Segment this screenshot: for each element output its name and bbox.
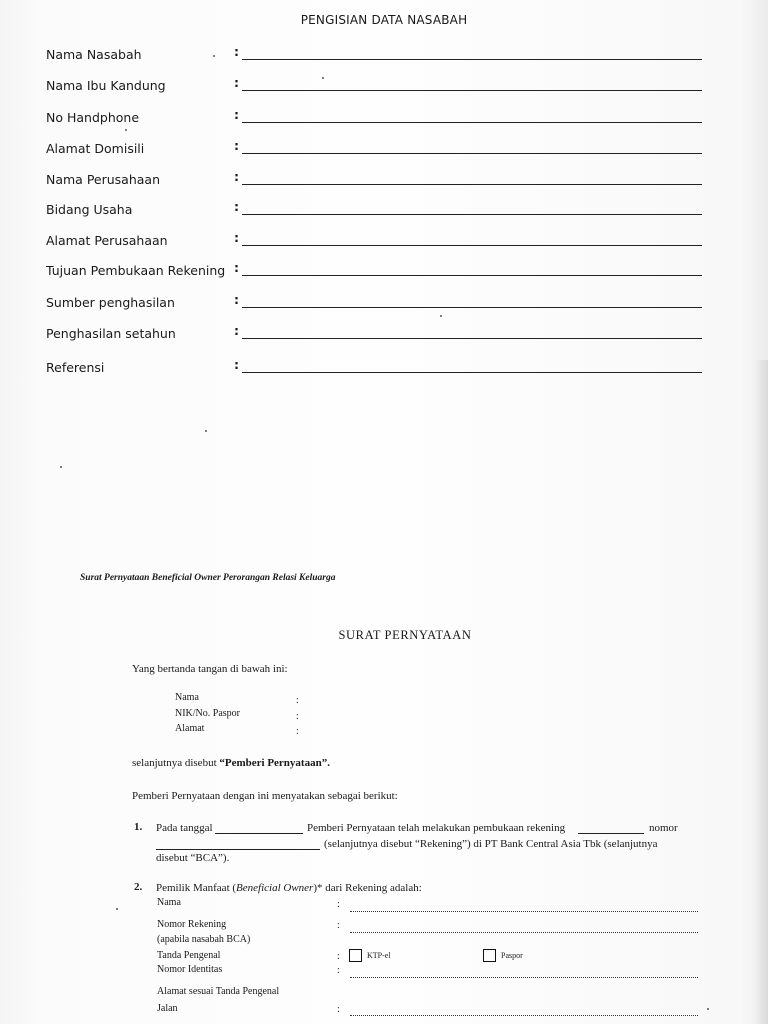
scan-speck [322,77,324,79]
scan-speck [125,129,127,131]
statement-document-title: Surat Pernyataan Beneficial Owner Perorangan Relasi Keluarga [80,573,336,583]
form-field-line[interactable] [242,122,702,123]
bo-street-label: Jalan [157,1003,178,1014]
form-field-colon: : [234,260,239,275]
scan-speck [205,430,207,432]
form-field-colon: : [234,230,239,245]
bo-id-number-label: Nomor Identitas [157,964,223,975]
signer-field-label: NIK/No. Paspor [175,708,240,719]
form-field-line[interactable] [242,214,702,215]
form-field-label: Tujuan Pembukaan Rekening [46,263,226,278]
referred-as-term: “Pemberi Pernyataan”. [219,757,330,769]
bo-account-colon: : [337,920,340,931]
form-field-label: Sumber penghasilan [46,295,175,310]
form-row [46,292,706,315]
form-field-colon: : [234,199,239,214]
form-field-colon: : [234,44,239,59]
item-1-line-2: (selanjutnya disebut “Rekening”) di PT Bank Central Asia Tbk (selanjutnya [324,838,658,850]
form-field-line[interactable] [242,338,702,339]
form-row [46,169,706,192]
form-field-colon: : [234,357,239,372]
form-row [46,75,706,98]
form-field-line[interactable] [242,184,702,185]
signer-field-label: Alamat [175,723,205,734]
signer-field-colon: : [296,711,299,722]
form-field-label: Nama Ibu Kandung [46,78,166,93]
item-2-number: 2. [134,881,143,893]
bo-account-label: Nomor Rekening [157,919,227,930]
form-field-label: No Handphone [46,110,140,125]
bo-id-number-colon: : [337,965,340,976]
ktp-checkbox[interactable] [349,949,362,962]
form-row [46,230,706,253]
form-row [46,199,706,222]
form-field-colon: : [234,138,239,153]
form-field-line[interactable] [242,275,702,276]
form-field-line[interactable] [242,59,702,60]
bo-id-type-colon: : [337,951,340,962]
item-1-number-label: nomor [649,822,678,834]
form-field-label: Bidang Usaha [46,202,133,217]
item-2-lead [156,882,422,894]
form-field-label: Alamat Domisili [46,141,145,156]
ktp-label: KTP-el [367,951,391,960]
item-1-date-label: Pada tanggal [156,822,213,834]
form-field-line[interactable] [242,245,702,246]
statement-heading: SURAT PERNYATAAN [338,628,472,642]
form-field-label: Referensi [46,360,105,375]
item-2-lead-a: Pemilik Manfaat ( [156,882,237,894]
bo-street-field[interactable] [350,1015,698,1016]
form-field-colon: : [234,107,239,122]
item-2-lead-b: )* dari Rekening adalah: [313,882,422,894]
bo-account-note: (apabila nasabah BCA) [157,934,251,945]
declaration-text: Pemberi Pernyataan dengan ini menyatakan sebagai berikut: [132,790,398,802]
form-field-colon: : [234,292,239,307]
form-row [46,107,706,130]
form-field-line[interactable] [242,372,702,373]
item-1-number: 1. [134,821,143,833]
scan-speck [60,466,62,468]
form-field-colon: : [234,169,239,184]
form-field-line[interactable] [242,153,702,154]
bo-id-number-field[interactable] [350,977,698,978]
form-field-line[interactable] [242,307,702,308]
bo-street-colon: : [337,1004,340,1015]
bo-name-colon: : [337,899,340,910]
bo-account-field[interactable] [350,932,698,933]
form-field-label: Nama Nasabah [46,47,142,62]
item-1-opening-text: Pemberi Pernyataan telah melakukan pembukaan rekening [307,822,566,834]
scan-speck [213,55,215,57]
scan-speck [707,1008,709,1010]
form-field-label: Penghasilan setahun [46,326,176,341]
signer-field-label: Nama [175,692,199,703]
form-field-colon: : [234,75,239,90]
referred-as-prefix: selanjutnya disebut [132,757,220,769]
item-2-lead-italic: Beneficial Owner [236,882,314,894]
intro-text: Yang bertanda tangan di bawah ini: [132,663,288,675]
scan-speck [116,908,118,910]
form-row [46,357,706,380]
form-field-label: Alamat Perusahaan [46,233,168,248]
bo-id-type-label: Tanda Pengenal [157,950,221,961]
referred-as-text [132,757,330,769]
passport-label: Paspor [501,951,523,960]
signer-field-colon: : [296,695,299,706]
item-1-account-number-line [156,849,320,850]
form-row [46,138,706,161]
form-row [46,260,706,283]
item-1-date-line [215,833,303,834]
form-field-colon: : [234,323,239,338]
bo-address-label: Alamat sesuai Tanda Pengenal [157,986,280,997]
item-1-line-3: disebut “BCA”). [156,852,230,864]
form-field-label: Nama Perusahaan [46,172,161,187]
scan-speck [440,315,442,317]
form-field-line[interactable] [242,90,702,91]
signer-field-colon: : [296,726,299,737]
form-row [46,323,706,346]
item-1-account-line [578,833,644,834]
bo-name-label: Nama [157,897,181,908]
form-row [46,44,706,67]
passport-checkbox[interactable] [483,949,496,962]
bo-name-field[interactable] [350,911,698,912]
form-title: PENGISIAN DATA NASABAH [300,13,468,27]
